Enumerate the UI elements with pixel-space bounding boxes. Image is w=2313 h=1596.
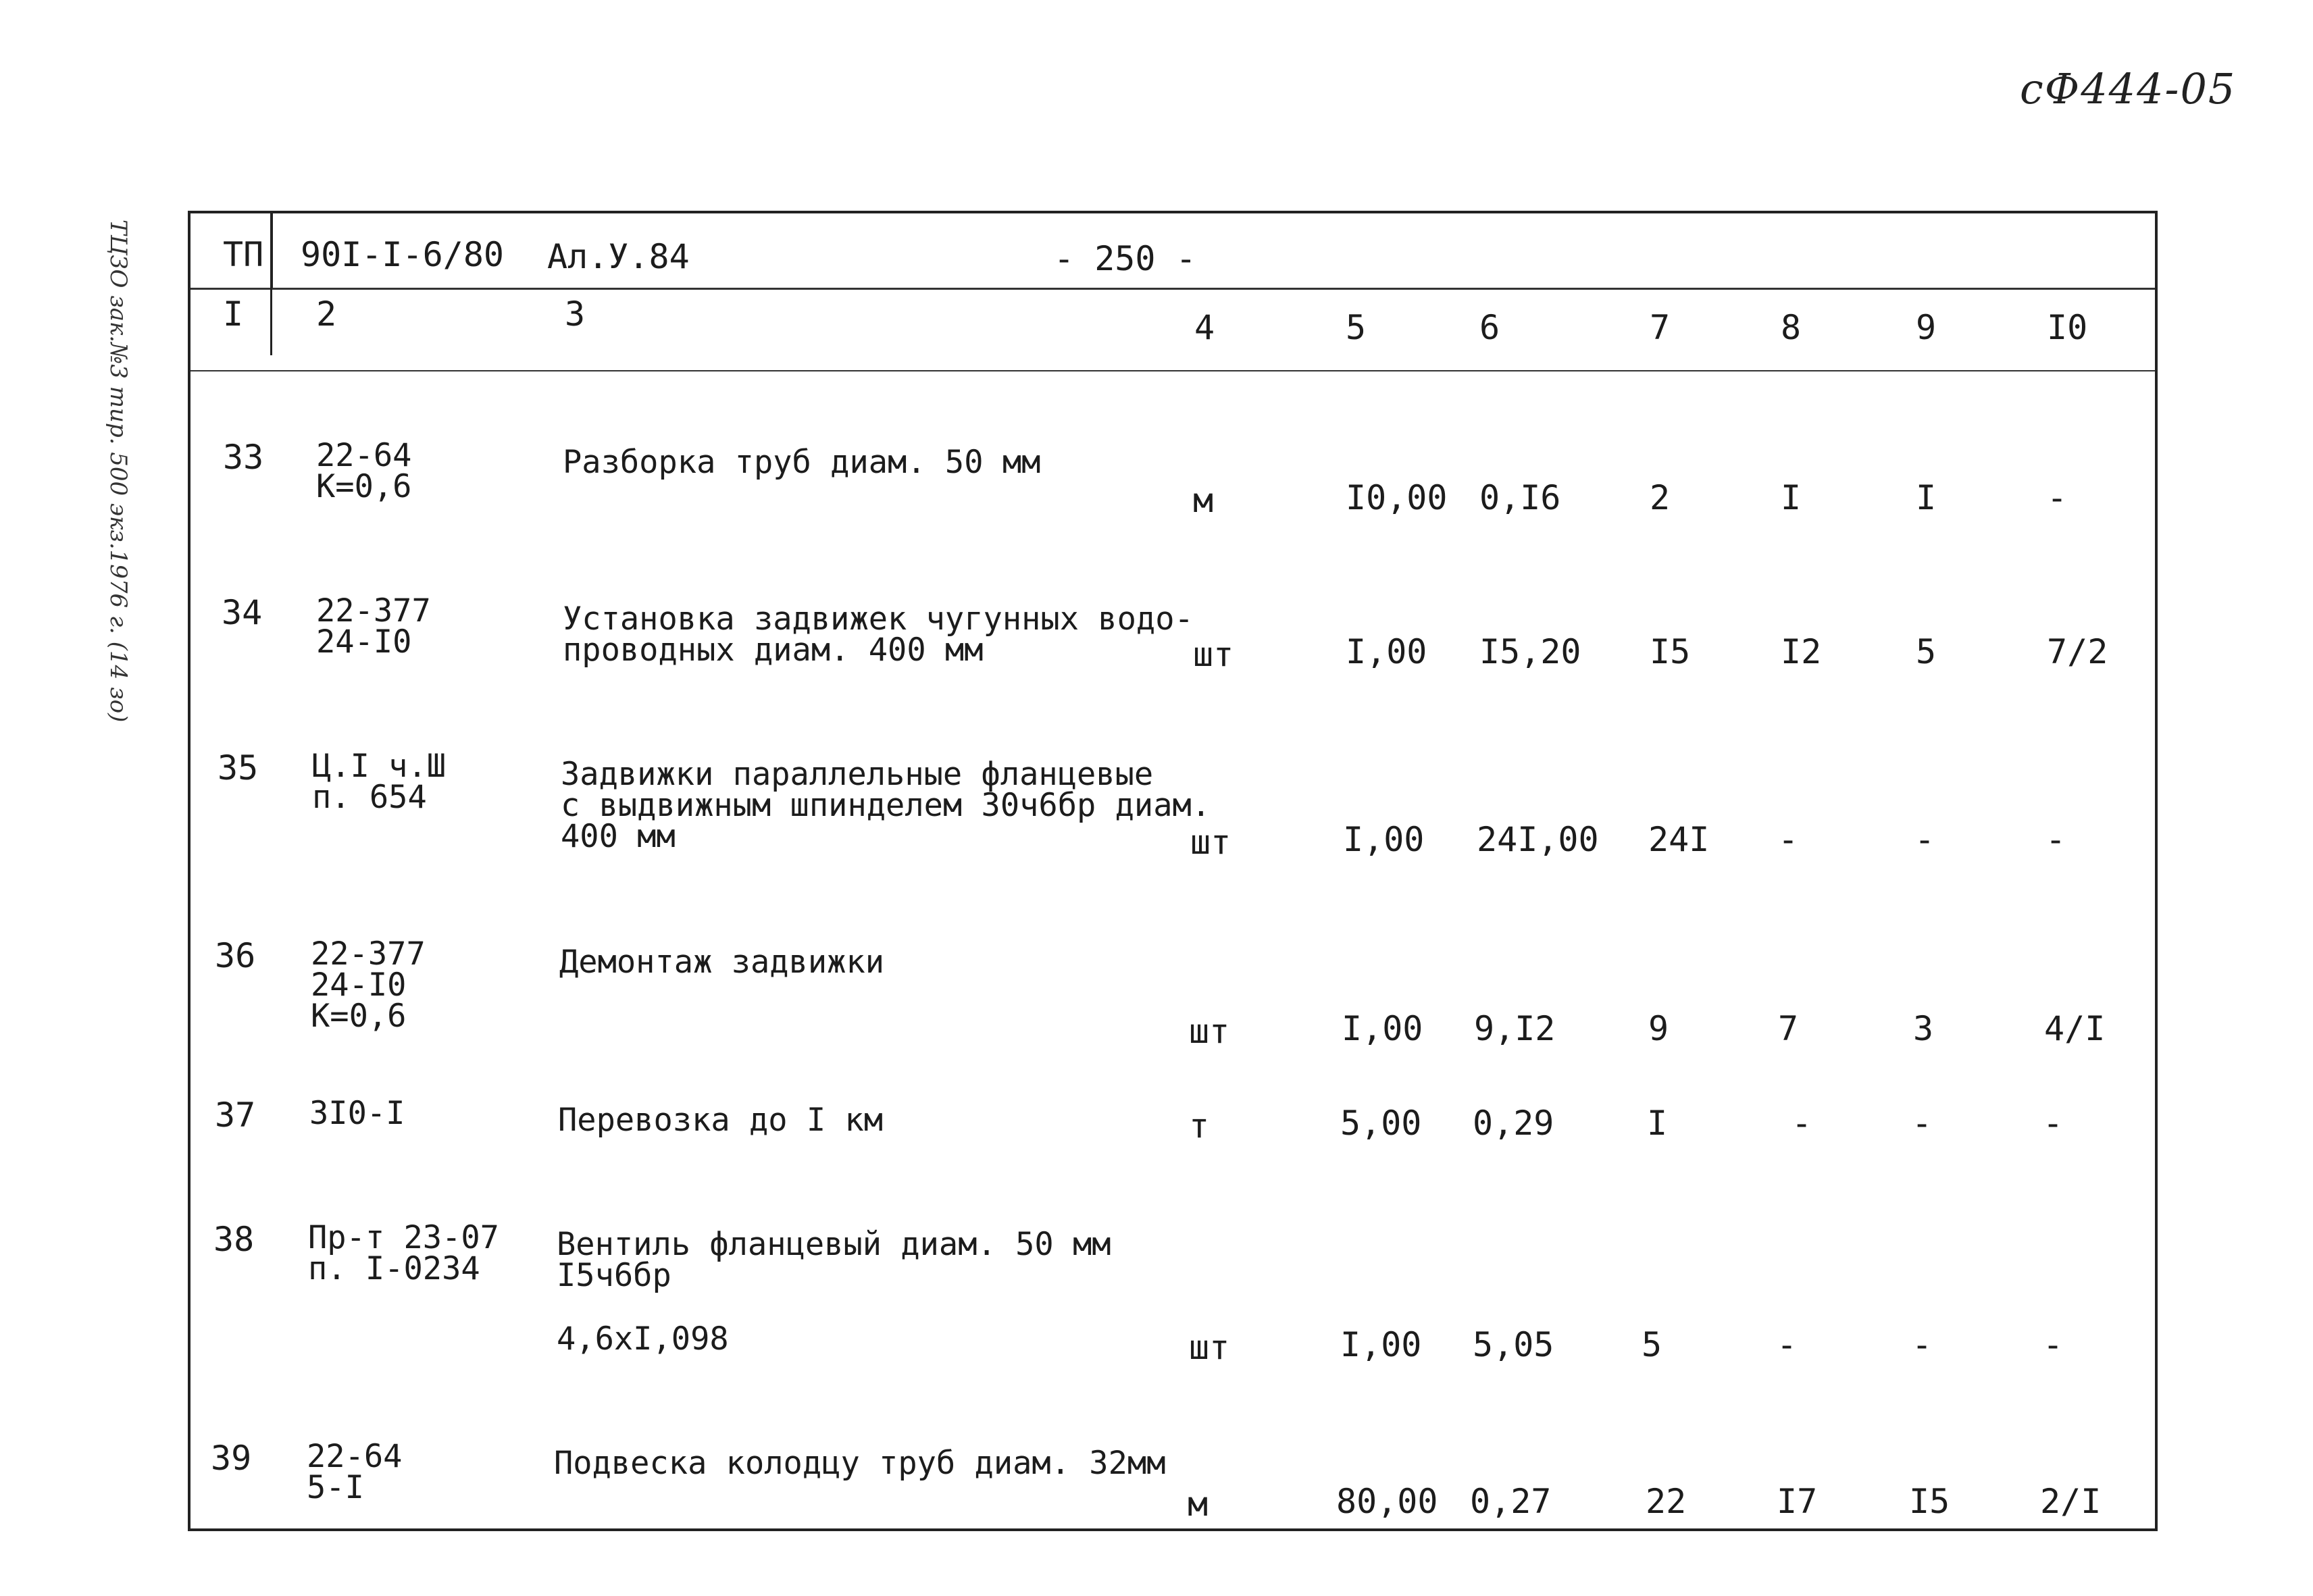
- row-number: 36: [215, 936, 256, 975]
- row-col7: I: [1647, 1104, 1668, 1143]
- column-number-8: 8: [1781, 308, 1802, 347]
- table-frame: [188, 211, 2158, 1531]
- row-col8: -: [1778, 820, 1799, 859]
- row-col8: I: [1781, 478, 1802, 517]
- row-col10: -: [2047, 478, 2068, 517]
- row-reference: 22-64 К=0,6: [316, 437, 412, 506]
- row-number: 39: [211, 1439, 252, 1478]
- header-tp: ТП: [223, 235, 264, 274]
- header-album: Ал.У.84: [547, 237, 690, 276]
- row-col8: 7: [1778, 1009, 1799, 1048]
- row-quantity: I,00: [1343, 820, 1425, 859]
- row-unit: шт: [1189, 1012, 1230, 1051]
- column-number-6: 6: [1479, 308, 1500, 347]
- row-description: Разборка труб диам. 50 мм: [563, 444, 1041, 481]
- row-quantity: I0,00: [1346, 478, 1448, 517]
- header-page-number: - 250 -: [1054, 239, 1196, 278]
- side-margin-note: ТЦЗО зак.№3 тир. 500 экз.1976 г. (14 зо): [105, 220, 132, 723]
- row-col6: 0,29: [1473, 1104, 1554, 1143]
- row-col7: 9: [1648, 1009, 1669, 1048]
- row-description: Вентиль фланцевый диам. 50 мм I5ч6бр: [557, 1226, 1111, 1295]
- column-number-5: 5: [1346, 308, 1367, 347]
- row-number: 34: [222, 593, 263, 632]
- row-col9: 5: [1916, 632, 1937, 671]
- row-reference: 22-64 5-I: [307, 1438, 403, 1507]
- row-description: Перевозка до I км: [558, 1102, 884, 1139]
- row-col7: 5: [1642, 1325, 1662, 1364]
- row-col10: -: [2043, 1104, 2064, 1143]
- column-number-10: I0: [2047, 308, 2088, 347]
- row-reference: 22-377 24-I0: [316, 592, 431, 661]
- row-col7: 22: [1646, 1482, 1687, 1521]
- row-col6: 9,I2: [1474, 1009, 1556, 1048]
- row-unit: шт: [1193, 635, 1234, 674]
- column-number-4: 4: [1194, 308, 1215, 347]
- row-number: 33: [223, 438, 264, 477]
- row-description: Подвеска колодцу труб диам. 32мм: [554, 1445, 1166, 1482]
- row-col6: 0,27: [1470, 1482, 1552, 1521]
- row-col6: 0,I6: [1479, 478, 1561, 517]
- row-col10: -: [2043, 1325, 2064, 1364]
- column-number-1: I: [223, 294, 244, 334]
- row-description: Задвижки параллельные фланцевые с выдвижным шпинделем 30ч6бр диам. 400 мм: [561, 756, 1211, 856]
- row-unit: шт: [1189, 1328, 1230, 1367]
- column-number-divider: [190, 370, 2155, 371]
- row-col10: -: [2045, 820, 2066, 859]
- row-col7: I5: [1650, 632, 1691, 671]
- row-number: 37: [215, 1096, 256, 1135]
- row-col10: 2/I: [2040, 1482, 2102, 1521]
- column-divider-1: [270, 211, 273, 288]
- header-project-code: 90I-I-6/80: [301, 235, 505, 274]
- column-number-2: 2: [316, 294, 337, 334]
- row-col8: -: [1777, 1325, 1798, 1364]
- row-number: 35: [218, 748, 259, 788]
- document-code-stamp: сФ444-05: [2020, 64, 2237, 113]
- row-quantity: I,00: [1346, 632, 1427, 671]
- row-col8: -: [1791, 1104, 1812, 1143]
- row-col9: I: [1916, 478, 1937, 517]
- row-col9: -: [1912, 1104, 1933, 1143]
- row-col7: 2: [1650, 478, 1671, 517]
- row-number: 38: [213, 1220, 255, 1259]
- row-col9: I5: [1909, 1482, 1950, 1521]
- row-description: Демонтаж задвижки: [559, 944, 885, 981]
- row-description: Установка задвижек чугунных водо- проводных диам. 400 мм: [563, 600, 1194, 669]
- row-col8: I2: [1781, 632, 1822, 671]
- row-unit: м: [1193, 481, 1214, 520]
- row-col8: I7: [1777, 1482, 1818, 1521]
- row-reference: 3I0-I: [309, 1095, 405, 1132]
- column-divider-1b: [270, 288, 272, 355]
- row-col6: I5,20: [1479, 632, 1581, 671]
- header-divider: [190, 288, 2155, 290]
- row-col6: 24I,00: [1477, 820, 1599, 859]
- row-unit: т: [1189, 1106, 1210, 1145]
- row-col9: 3: [1913, 1009, 1934, 1048]
- row-reference: Пр-т 23-07 п. I-0234: [308, 1219, 499, 1288]
- row-reference: Ц.I ч.Ш п. 654: [312, 748, 447, 817]
- row-unit: шт: [1190, 823, 1231, 862]
- row-unit: м: [1188, 1485, 1209, 1524]
- row-quantity: 5,00: [1340, 1104, 1422, 1143]
- row-quantity: I,00: [1342, 1009, 1423, 1048]
- row-col6: 5,05: [1473, 1325, 1554, 1364]
- row-col9: -: [1912, 1325, 1933, 1364]
- row-col7: 24I: [1648, 820, 1710, 859]
- row-description-extra: 4,6хI,098: [557, 1320, 729, 1358]
- column-number-7: 7: [1650, 308, 1671, 347]
- row-col9: -: [1914, 820, 1935, 859]
- column-number-3: 3: [565, 294, 586, 334]
- row-quantity: I,00: [1340, 1325, 1422, 1364]
- column-number-9: 9: [1916, 308, 1937, 347]
- row-col10: 4/I: [2044, 1009, 2106, 1048]
- row-quantity: 80,00: [1336, 1482, 1438, 1521]
- row-col10: 7/2: [2047, 632, 2108, 671]
- row-reference: 22-377 24-I0 К=0,6: [311, 935, 426, 1035]
